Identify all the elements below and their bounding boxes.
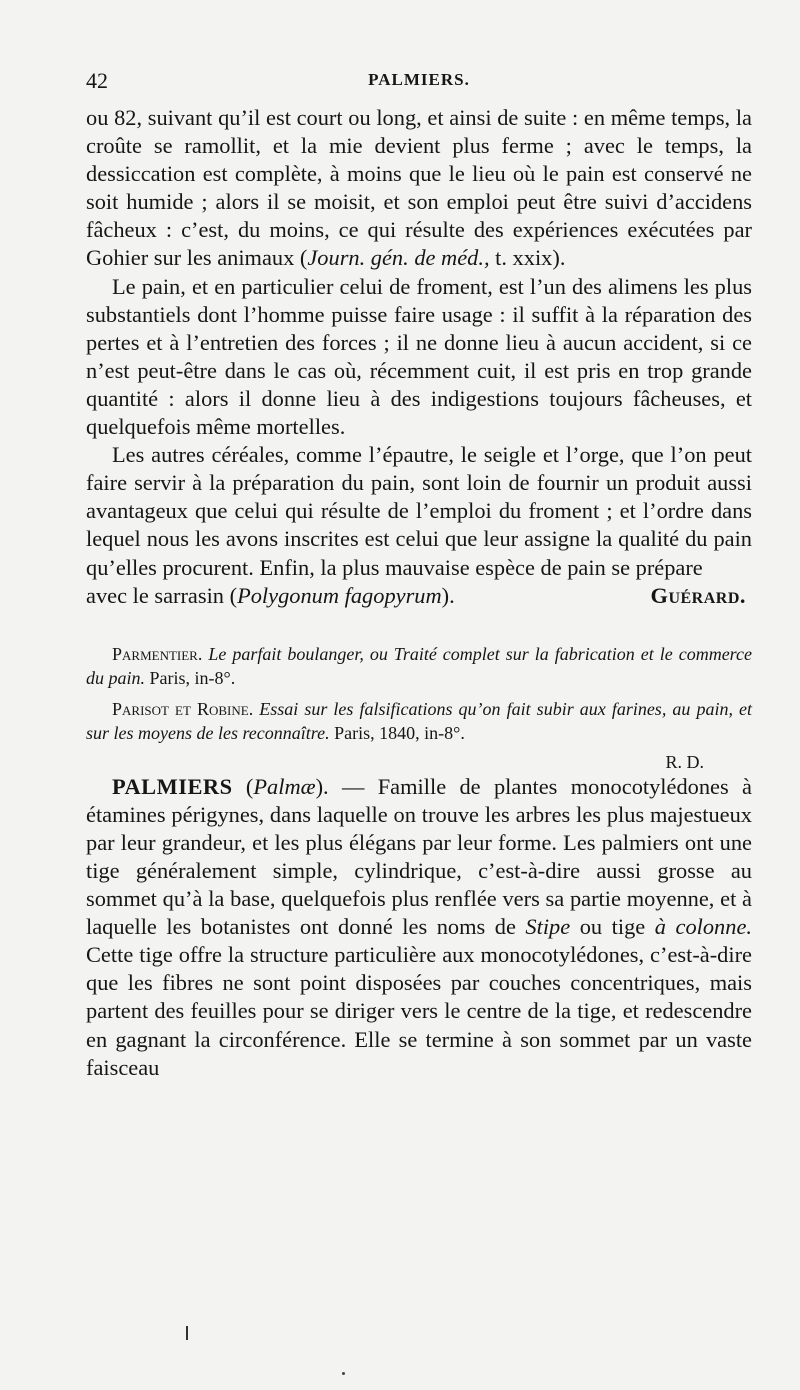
- reference-item: [86, 697, 752, 746]
- paragraph-last-line: [86, 582, 752, 610]
- citation-journal: Journ. gén. de méd.,: [307, 245, 490, 271]
- reference-author: Parmentier.: [112, 643, 203, 664]
- latin-name: Polygonum fagopyrum: [237, 582, 442, 608]
- term-colonne: à colonne.: [654, 914, 752, 940]
- scan-mark: [186, 1326, 188, 1340]
- scan-mark: [342, 1372, 345, 1375]
- reference-title: Le parfait boulanger, ou Traité complet sur la fabrication et le commerce du pain.: [86, 643, 752, 689]
- entry-palmiers: PALMIERS (Palmæ). — Famille de plantes monocotylédones à étamines périgynes, dans laquelle on trouve les arbres les plus majestueux par leur grandeur, et les plus élégans par leur forme. Les palmiers ont une tige généralement simple, cylindrique, c’est-à-dire aussi grosse au sommet qu’à la base, quelquefois plus renflée vers sa partie moyenne, et à laquelle les botanistes ont donné les noms de Stipe ou tige à colonne. Cette tige offre la structure particulière aux monocotylédones, c’est-à-dire que les fibres ne sont point disposées par couches concentriques, mais partent des feuilles pour se diriger vers le centre de la tige, et redescendre en gagnant la circonférence. Elle se termine à son sommet par un vaste faisceau: [86, 773, 752, 1080]
- buckwheat-line: [86, 582, 455, 610]
- page-number: 42: [86, 68, 108, 93]
- paragraph-text: ou 82, suivant qu’il est court ou long, et ainsi de suite : en même temps, la croûte se ramollit, et la mie devient plus ferme ; avec le temps, la dessiccation est complète, à moins que le lieu où le pain est conservé ne soit humide ; alors il se moisit, et son emploi peut être suivi d’accidens fâcheux : c’est, du moins, ce qui résulte des expériences exécutées par Gohier sur les animaux (: [86, 105, 752, 271]
- reference-author: Parisot et Robine.: [112, 698, 254, 719]
- reference-publication: Paris, 1840, in-8°.: [329, 723, 465, 744]
- entry-text: ). — Famille de plantes monocotylédones à étamines périgynes, dans laquelle on trouve les arbres les plus majestueux par leur grandeur, et les plus élégans par leur forme. Les palmiers ont une tige généralement simple, cylindrique, c’est-à-dire aussi grosse au sommet qu’à la base, quelquefois plus renflée vers sa partie moyenne, et à laquelle les botanistes ont donné les noms de: [86, 773, 752, 940]
- reference-title: Essai sur les falsifications qu’on fait subir aux farines, au pain, et sur les moyens de les reconnaître.: [86, 698, 752, 744]
- term-stipe: Stipe: [525, 914, 571, 940]
- reference-item: [86, 642, 752, 691]
- entry-headword: PALMIERS: [112, 773, 233, 799]
- author-signature: Guérard.: [650, 582, 746, 608]
- citation-volume: t. xxix).: [489, 245, 566, 271]
- buckwheat-text: avec le sarrasin (: [86, 582, 238, 608]
- page-header: [86, 68, 752, 104]
- author-initials: R. D.: [665, 751, 704, 772]
- closing-paren: ).: [441, 582, 455, 608]
- bibliography: [86, 642, 752, 773]
- entry-text: Cette tige offre la structure particulière aux monocotylédones, c’est-à-dire que les fibres ne sont point disposées par couches concentriques, mais partent des feuilles pour se diriger vers le centre de la tige, et redescendre en gagnant la circonférence. Elle se termine à son sommet par un vaste faisceau: [86, 942, 752, 1080]
- paragraph-continuation: [86, 104, 752, 273]
- reference-publication: Paris, in-8°.: [145, 668, 236, 689]
- running-title: PALMIERS.: [368, 70, 470, 89]
- paragraph-bread-nutrition: Le pain, et en particulier celui de froment, est l’un des alimens les plus substantiels dont l’homme puisse faire usage : il suffit à la réparation des pertes et à l’entretien des forces ; il ne donne lieu à aucun accident, si ce n’est peut-être dans le cas où, récemment cuit, il est pris en trop grande quantité : alors il donne lieu à des indigestions toujours fâcheuses, et quelquefois même mortelles.: [86, 273, 752, 440]
- entry-text: ou tige: [570, 914, 655, 940]
- entry-latin-name: Palmæ: [253, 773, 316, 799]
- paragraph-other-cereals: Les autres céréales, comme l’épautre, le seigle et l’orge, que l’on peut faire servir à la préparation du pain, sont loin de fournir un produit aussi avantageux que celui qui résulte de l’emploi du froment ; et l’ordre dans lequel nous les avons inscrites est celui que leur assigne la qualité du pain qu’elles procurent. Enfin, la plus mauvaise espèce de pain se prépare: [86, 442, 752, 580]
- page-content: [86, 68, 752, 1082]
